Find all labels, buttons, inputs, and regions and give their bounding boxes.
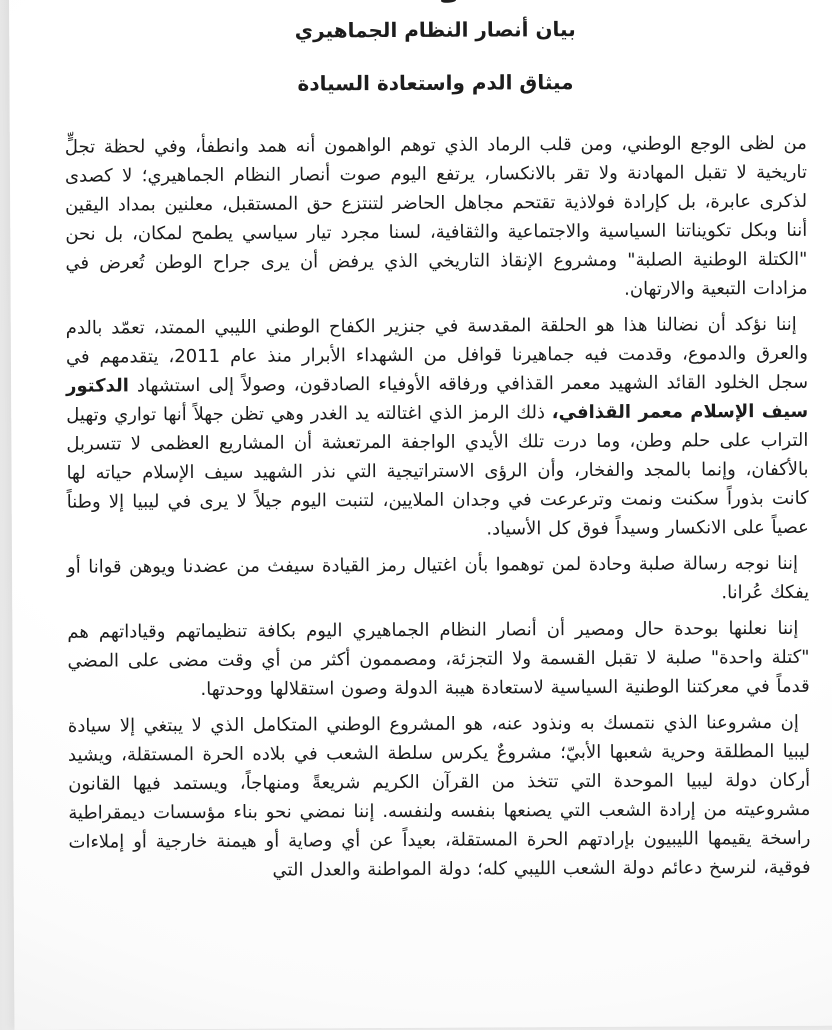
paragraph-2-text-before: إننا نؤكد أن نضالنا هذا هو الحلقة المقدسة في جنزير الكفاح الوطني الليبي الممتد، تعمّد بالدم والعرق والدموع، وقدمت فيه جماهيرنا قوافل من الشهداء الأبرار منذ عام 2011، يتقدمهم في سجل الخلود القائد الشهيد معمر القذافي ورفاقه الأوفياء الصادقون، وصولاً إلى استشهاد <box>65 313 809 397</box>
martyr-name-bold: الدكتور سيف الإسلام معمر القذافي، <box>66 375 809 424</box>
paragraph-national-project: إن مشروعنا الذي نتمسك به ونذود عنه، هو المشروع الوطني المتكامل الذي لا يبتغي إلا سيادة ليبيا المطلقة وحرية شعبها الأبيّ؛ مشروعٌ يكرس سلطة الشعب في بلاده الحرة المستقلة، ويشيد أركان دولة ليبيا الموحدة التي تتخذ من القرآن الكريم شريعةً ومنهاجاً، ويستمد فيها القانون مشروعيته من إرادة الشعب التي يصنعها بنفسه ولنفسه. إننا نمضي نحو بناء مؤسسات ديمقراطية راسخة يقيمها الليبيون بإرادتهم الحرة المستقلة، بعيداً عن أي وصاية أو هيمنة خارجية أو إملاءات فوقية، لنرسخ دعائم دولة الشعب الليبي كله؛ دولة المواطنة والعدل التي <box>67 711 811 881</box>
top-edge-ink-artifact <box>441 0 456 3</box>
document-subtitle: ميثاق الدم واستعادة السيادة <box>297 70 574 96</box>
paragraph-firm-message: إننا نوجه رسالة صلبة وحادة لمن توهموا بأن اغتيال رمز القيادة سيفث من عضدنا ويوهن قوانا أو يفكك عُرانا. <box>66 552 810 604</box>
document-paper <box>9 0 832 1030</box>
paragraph-2-text-after: ذلك الرمز الذي اغتالته يد الغدر وهي تظن جهلاً أنها تواري وتهيل التراب على حلم وطن، وما درت تلك الأيدي الواجفة المرتعشة أن المشاريع العظمى لا تتسربل بالأكفان، وإنما بالمجد والفخار، وأن الرؤى الاستراتيجية التي نذر الشهيد سيف الإسلام حياته لها كانت بذوراً سكنت ونمت وترعرعت في وجدان الملايين، لتنبت اليوم جيلاً لا يرى في ليبيا إلا وطناً عصياً على الانكسار وسيداً فوق كل الأسياد. <box>66 402 809 540</box>
document-content <box>64 14 811 886</box>
document-title: بيان أنصار النظام الجماهيري <box>294 17 576 43</box>
paragraph-national-pain: من لظى الوجع الوطني، ومن قلب الرماد الذي توهم الواهمون أنه همد وانطفأ، وفي لحظة تجلٍّ تاريخية لا تقبل المهادنة ولا تقر بالانكسار، يرتفع اليوم صوت أنصار النظام الجماهيري؛ لا كصدى لذكرى عابرة، بل كإرادة فولاذية تقتحم مجاهل الحاضر لتنتزع حق المستقبل، معلنين بمداد اليقين أننا وبكل تكويناتنا السياسية والاجتماعية والثقافية، لسنا مجرد تيار سياسي يطمح لمكان، بل نحن "الكتلة الوطنية الصلبة" ومشروع الإنقاذ التاريخي الذي يرفض أن يرى جراح الوطن تُعرض في مزادات التبعية والارتهان. <box>64 132 808 300</box>
paragraph-sacred-struggle <box>66 310 809 546</box>
paragraph-one-bloc: إننا نعلنها بوحدة حال ومصير أن أنصار النظام الجماهيري اليوم بكافة تنظيماتهم وقياداتهم هم "كتلة واحدة" صلبة لا تقبل القسمة ولا التجزئة، ومصممون أكثر من أي وقت مضى على المضي قدماً في معركتنا الوطنية السياسية لاستعادة هيبة الدولة وصون استقلالها ووحدتها. <box>67 617 810 701</box>
